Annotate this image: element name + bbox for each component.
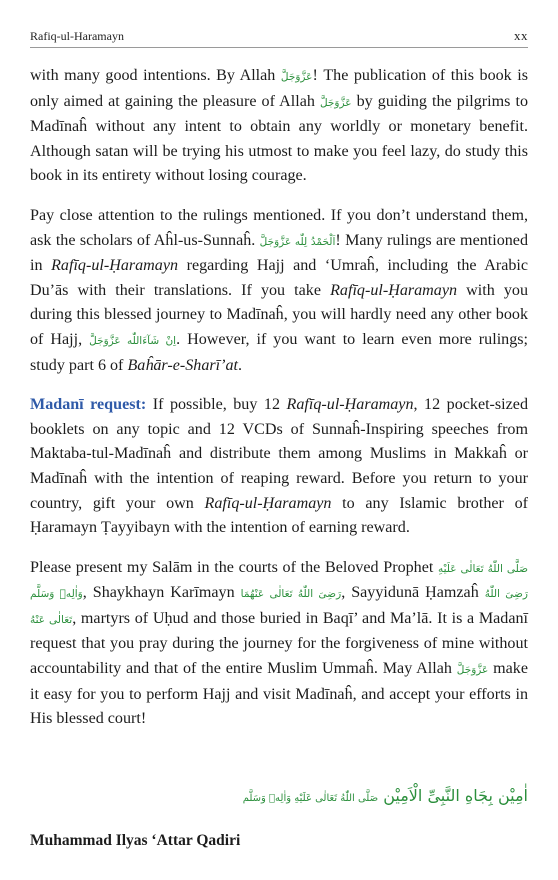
text: , 12 pocket-sized booklets on any topic and 12 VCDs of Sunnaĥ-Inspiring speeches from Maktaba-tul-Madīnaĥ and distribute them among Muslims in Makkaĥ or Madīnaĥ with the intention of reaping reward. Before you return to your country, gift your own — [30, 396, 528, 512]
paragraph-3 — [30, 393, 528, 541]
arabic-honorific: عَزَّوَجَلَّ — [319, 96, 352, 109]
text: , martyrs of Uḥud and those buried in Baqī’ and Ma’lā. It is a Madanī request that you pray during the journey for the forgiveness of mine without accountability and that of the entire Muslim Ummaĥ. May Allah — [30, 609, 529, 678]
text: ! The publication of this book is only aimed at gaining the pleasure of Allah — [30, 67, 528, 110]
closing-dua — [243, 786, 528, 805]
book-title: Baĥār-e-Sharī’at — [127, 356, 238, 374]
arabic-honorific: صَلَّی اللّٰهُ تَعَالٰی عَلَیْهِ وَاٰلِهٖ وَسَلَّم — [30, 562, 528, 601]
book-title: Rafīq-ul-Ḥaramayn — [330, 281, 458, 299]
arabic-honorific: عَزَّوَجَلَّ — [456, 664, 489, 677]
dua-main: اٰمِیْن بِجَاهِ النَّبِیِّ الْاَمِیْن — [383, 786, 528, 805]
author-signature: Muhammad Ilyas ‘Attar Qadiri — [30, 832, 241, 849]
text: by guiding the pilgrims to Madīnaĥ without any intent to obtain any worldly or monetary benefit. Although satan will be trying his utmost to make you feel lazy, do study this book in its entirety without losing courage. — [30, 92, 529, 185]
book-title: Rafīq-ul-Ḥaramayn — [204, 494, 332, 512]
text: Pay close attention to the rulings mentioned. If you don’t understand them, ask the scholars of Aĥl-us-Sunnaĥ. — [30, 206, 528, 249]
arabic-honorific: اِنْ شَآءَاللّٰه عَزَّوَجَلَّ — [89, 334, 177, 347]
arabic-honorific: عَزَّوَجَلَّ — [280, 71, 313, 83]
arabic-honorific: رَضِیَ اللّٰهُ تَعَالٰی عَنْهُ — [30, 588, 528, 626]
text: . However, if you want to learn even more rulings; study part 6 of — [30, 330, 528, 374]
text: with many good intentions. By Allah — [30, 67, 281, 84]
text: to any Islamic brother of Ḥaramayn Ṭayyibayn with the intention of earning reward. — [30, 494, 528, 537]
arabic-honorific: اَلْحَمْدُ لِلّٰه عَزَّوَجَلَّ — [259, 235, 336, 248]
arabic-honorific: رَضِیَ اللّٰهُ تَعَالٰی عَنْهُمَا — [240, 588, 342, 601]
text: with you during this blessed journey to Madīnaĥ, you will hardly need any other book of Hajj, — [30, 281, 528, 348]
paragraph-2 — [30, 204, 528, 378]
text: If possible, buy 12 — [146, 396, 287, 414]
text: ! Many rulings are mentioned in — [30, 231, 528, 275]
paragraph-4 — [30, 556, 528, 732]
dua-salutation: صَلَّی اللّٰهُ تَعَالٰی عَلَیْهِ وَاٰلِهٖ وَسَلَّم — [242, 793, 379, 804]
running-title: Rafiq-ul-Haramayn — [30, 29, 124, 43]
madani-request-label: Madanī request: — [30, 396, 147, 414]
text: regarding Hajj and ‘Umraĥ, including the Arabic Du’ās with their translations. If you take — [30, 257, 529, 299]
page-number: xx — [514, 28, 528, 43]
text: Please present my Salām in the courts of the Beloved Prophet — [30, 558, 438, 576]
book-title: Rafīq-ul-Ḥaramayn — [286, 396, 414, 414]
running-header — [30, 26, 528, 48]
text: . — [237, 356, 243, 374]
text: , Sayyidunā Ḥamzaĥ — [341, 584, 485, 602]
text: make it easy for you to perform Hajj and visit Madīnaĥ, and accept your efforts in His blessed court! — [30, 660, 528, 728]
paragraph-1 — [30, 64, 528, 189]
body-text — [30, 64, 528, 747]
text: , Shaykhayn Karīmayn — [82, 584, 241, 602]
book-title: Rafīq-ul-Ḥaramayn — [51, 257, 179, 275]
